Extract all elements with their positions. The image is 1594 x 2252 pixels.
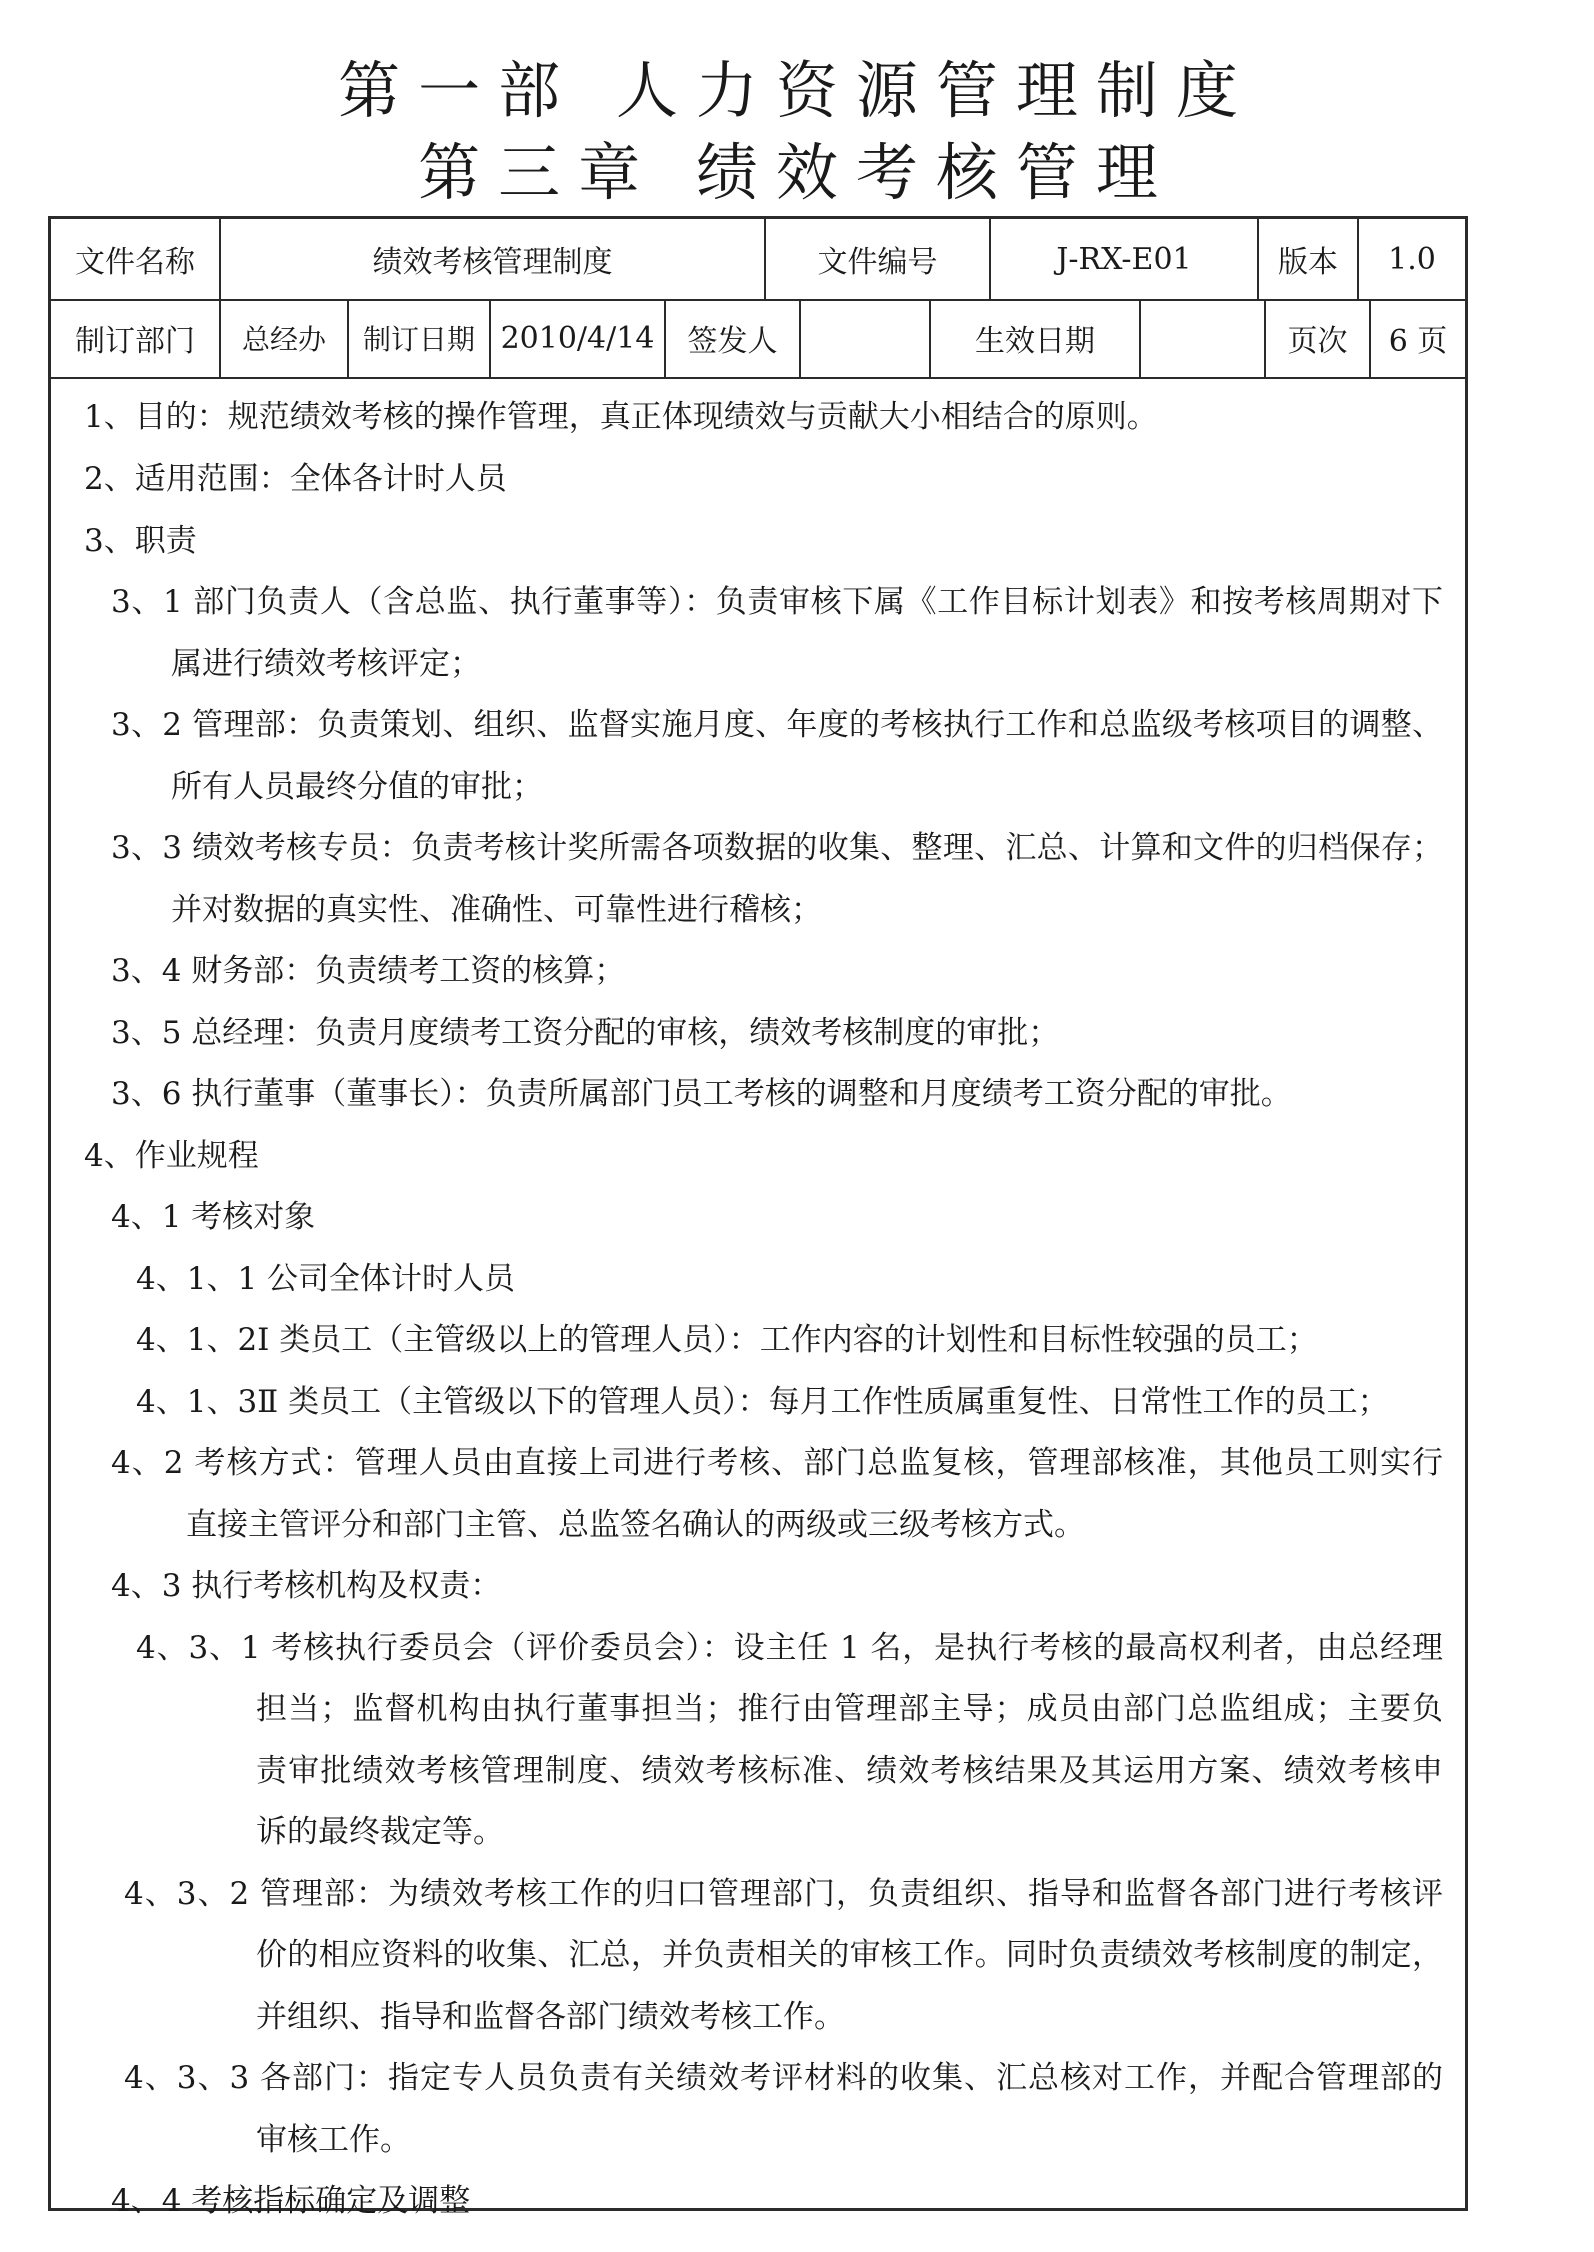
issuer-label: 签发人 <box>666 299 801 377</box>
item-4-2-cont: 直接主管评分和部门主管、总监签名确认的两级或三级考核方式。 <box>186 1507 1085 1543</box>
item-4-3-1-cont-3: 诉的最终裁定等。 <box>256 1814 504 1850</box>
file-number-value: J-RX-E01 <box>991 219 1259 299</box>
item-4-1-3: 4、1、3Ⅱ 类员工（主管级以下的管理人员）：每月工作性质属重复性、日常性工作的员工； <box>136 1384 1389 1420</box>
issuer-value <box>801 299 931 377</box>
item-4-3-2-cont-1: 价的相应资料的收集、汇总，并负责相关的审核工作。同时负责绩效考核制度的制定， <box>256 1937 1443 1973</box>
item-4-3-1-cont-2: 责审批绩效考核管理制度、绩效考核标准、绩效考核结果及其运用方案、绩效考核申 <box>256 1753 1443 1789</box>
item-4-3-2-cont-2: 并组织、指导和监督各部门绩效考核工作。 <box>256 1999 845 2035</box>
dept-label: 制订部门 <box>51 299 221 377</box>
file-name-label: 文件名称 <box>51 219 221 299</box>
heading-responsibilities: 3、职责 <box>84 523 197 559</box>
item-3-1: 3、1 部门负责人（含总监、执行董事等）：负责审核下属《工作目标计划表》和按考核周期对下 <box>111 584 1443 620</box>
item-3-1-cont: 属进行绩效考核评定； <box>171 646 481 682</box>
document-body <box>51 379 1465 2219</box>
para-scope: 2、适用范围：全体各计时人员 <box>84 461 507 497</box>
item-3-4: 3、4 财务部：负责绩考工资的核算； <box>111 953 626 989</box>
item-4-4: 4、4 考核指标确定及调整 <box>111 2183 471 2219</box>
item-3-3-cont: 并对数据的真实性、准确性、可靠性进行稽核； <box>171 892 822 928</box>
effective-date-value <box>1141 299 1266 377</box>
item-4-1-1: 4、1、1 公司全体计时人员 <box>136 1261 516 1297</box>
chapter-title: 第三章 绩效考核管理 <box>418 136 1176 209</box>
item-4-3-1: 4、3、1 考核执行委员会（评价委员会）：设主任 1 名，是执行考核的最高权利者，由总经理 <box>136 1630 1443 1666</box>
item-3-2-cont: 所有人员最终分值的审批； <box>171 769 543 805</box>
document-title: 第一部 人力资源管理制度 <box>338 54 1256 127</box>
header-row-2 <box>51 299 1465 379</box>
pages-value: 6 页 <box>1388 324 1448 359</box>
item-3-6: 3、6 执行董事（董事长）：负责所属部门员工考核的调整和月度绩考工资分配的审批。 <box>111 1076 1292 1112</box>
file-number-label: 文件编号 <box>766 219 991 299</box>
pages-label: 页次 <box>1266 299 1371 377</box>
file-name-value: 绩效考核管理制度 <box>221 219 766 299</box>
item-4-3-2: 4、3、2 管理部：为绩效考核工作的归口管理部门，负责组织、指导和监督各部门进行考核评 <box>124 1876 1443 1912</box>
item-4-3-3: 4、3、3 各部门：指定专人员负责有关绩效考评材料的收集、汇总核对工作，并配合管理部的 <box>124 2060 1443 2096</box>
item-3-5: 3、5 总经理：负责月度绩考工资分配的审核，绩效考核制度的审批； <box>111 1015 1060 1051</box>
dept-value: 总经办 <box>221 299 349 377</box>
date-value: 2010/4/14 <box>491 299 666 377</box>
heading-procedures: 4、作业规程 <box>84 1138 259 1174</box>
item-3-2: 3、2 管理部：负责策划、组织、监督实施月度、年度的考核执行工作和总监级考核项目的调整、 <box>111 707 1443 743</box>
version-value: 1.0 <box>1388 241 1436 277</box>
para-purpose: 1、目的：规范绩效考核的操作管理，真正体现绩效与贡献大小相结合的原则。 <box>84 399 1158 435</box>
date-label: 制订日期 <box>349 299 491 377</box>
version-label: 版本 <box>1259 219 1359 299</box>
item-4-3-1-cont-1: 担当；监督机构由执行董事担当；推行由管理部主导；成员由部门总监组成；主要负 <box>256 1691 1443 1727</box>
effective-date-label: 生效日期 <box>931 299 1141 377</box>
document-frame <box>48 216 1468 2219</box>
item-4-1: 4、1 考核对象 <box>111 1199 316 1235</box>
header-row-1 <box>51 219 1465 301</box>
item-4-1-2: 4、1、2Ⅰ 类员工（主管级以上的管理人员）：工作内容的计划性和目标性较强的员工； <box>136 1322 1318 1358</box>
item-3-3: 3、3 绩效考核专员：负责考核计奖所需各项数据的收集、整理、汇总、计算和文件的归档保存； <box>111 830 1443 866</box>
item-4-3: 4、3 执行考核机构及权责： <box>111 1568 502 1604</box>
item-4-3-3-cont: 审核工作。 <box>256 2122 411 2158</box>
item-4-2: 4、2 考核方式：管理人员由直接上司进行考核、部门总监复核，管理部核准，其他员工则实行 <box>111 1445 1443 1481</box>
